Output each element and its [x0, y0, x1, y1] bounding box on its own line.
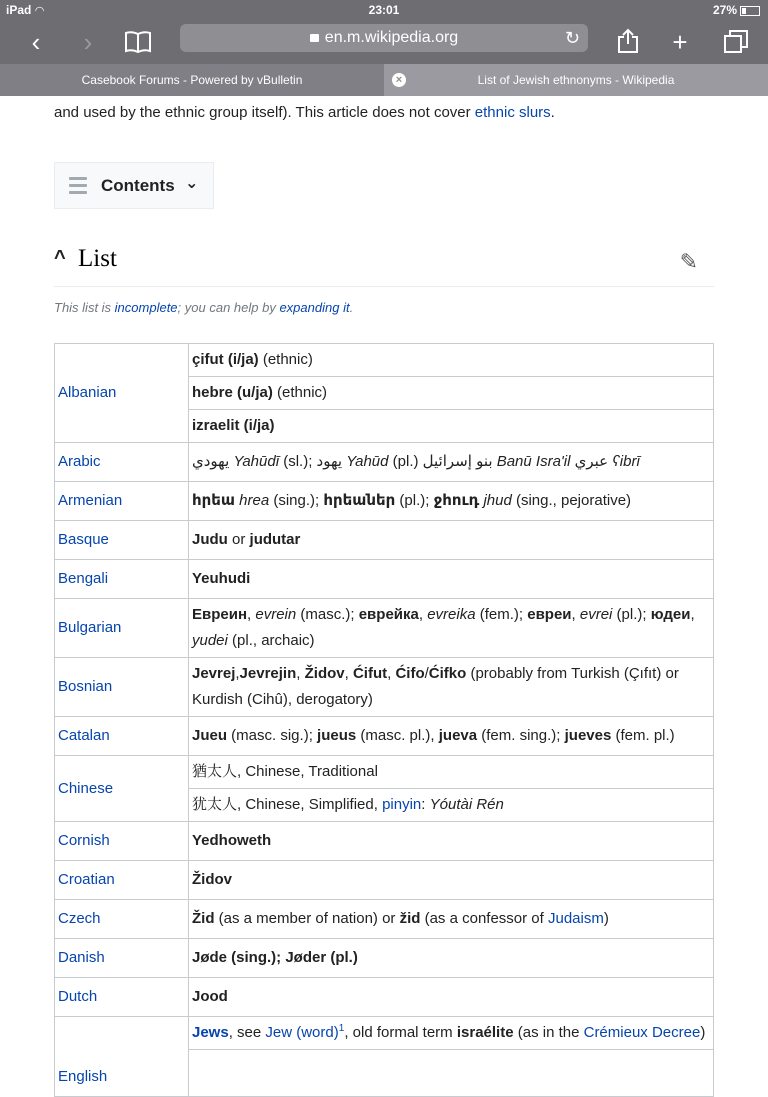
table-cell: Jøde (sing.); Jøder (pl.) [189, 939, 714, 978]
table-row [55, 344, 714, 377]
table-cell: Judu or judutar [189, 521, 714, 560]
section-heading[interactable] [54, 241, 714, 287]
table-row [55, 861, 714, 900]
new-tab-icon[interactable]: + [672, 27, 688, 57]
lang-albanian[interactable]: Albanian [55, 344, 189, 443]
table-cell: Yeuhudi [189, 560, 714, 599]
close-tab-icon[interactable]: × [392, 73, 406, 87]
device-label: iPad ◠ [6, 3, 44, 17]
tabs-icon[interactable] [720, 26, 752, 58]
incomplete-note: This list is incomplete; you can help by expanding it. [54, 300, 354, 315]
status-bar [0, 0, 768, 20]
tab-bar [0, 64, 768, 96]
incomplete-link[interactable]: incomplete [114, 300, 178, 315]
table-row [55, 482, 714, 521]
table-row [55, 560, 714, 599]
lang-catalan[interactable]: Catalan [55, 717, 189, 756]
table-row [55, 978, 714, 1017]
lang-croatian[interactable]: Croatian [55, 861, 189, 900]
ethnonyms-table [54, 343, 714, 1097]
table-cell [189, 1050, 714, 1097]
intro-text: and used by the ethnic group itself). This article does not cover ethnic slurs. [54, 104, 555, 121]
cremieux-decree-link[interactable]: Crémieux Decree [583, 1024, 701, 1041]
table-cell: çifut (i/ja) (ethnic) [189, 344, 714, 377]
table-cell: Евреин, evrein (masc.); еврейка, evreika (fem.); евреи, evrei (pl.); юдеи, yudei (pl., archaic) [189, 599, 714, 658]
lang-danish[interactable]: Danish [55, 939, 189, 978]
table-cell: يهودي Yahūdī (sl.); يهود Yahūd (pl.) بنو إسرائيل Banū Isra'il عبري ʕibrī [189, 443, 714, 482]
table-cell: izraelit (i/ja) [189, 410, 714, 443]
table-row [55, 756, 714, 789]
tab-label: List of Jewish ethnonyms - Wikipedia [477, 73, 675, 87]
wifi-icon: ◠ [35, 5, 44, 17]
table-cell: Jood [189, 978, 714, 1017]
chevron-down-icon: ⌄ [185, 175, 199, 192]
table-cell: Jevrej,Jevrejin, Židov, Ćifut, Ćifo/Ćifko (probably from Turkish (Çıfıt) or Kurdish (Cihû), derogatory) [189, 658, 714, 717]
table-row [55, 521, 714, 560]
share-icon[interactable] [612, 26, 644, 58]
browser-toolbar [0, 20, 768, 64]
table-cell: Žid (as a member of nation) or žid (as a confessor of Judaism) [189, 900, 714, 939]
clock: 23:01 [368, 3, 400, 17]
back-icon[interactable]: ‹ [31, 27, 41, 57]
expanding-link[interactable]: expanding it [279, 300, 350, 315]
address-bar[interactable] [180, 24, 588, 52]
lang-english[interactable]: English [55, 1017, 189, 1097]
ethnic-slurs-link[interactable]: ethnic slurs [474, 104, 551, 121]
page-content [0, 96, 768, 1085]
lang-bengali[interactable]: Bengali [55, 560, 189, 599]
table-row [55, 599, 714, 658]
tab-casebook[interactable]: Casebook Forums - Powered by vBulletin [0, 64, 384, 96]
lang-dutch[interactable]: Dutch [55, 978, 189, 1017]
reload-icon[interactable]: ↻ [564, 28, 580, 48]
table-row [55, 658, 714, 717]
table-row [55, 1017, 714, 1050]
contents-toggle[interactable] [54, 162, 214, 209]
lang-cornish[interactable]: Cornish [55, 822, 189, 861]
table-cell: Židov [189, 861, 714, 900]
table-row [55, 939, 714, 978]
contents-label: Contents [101, 176, 175, 195]
table-row [55, 822, 714, 861]
lang-arabic[interactable]: Arabic [55, 443, 189, 482]
lang-bulgarian[interactable]: Bulgarian [55, 599, 189, 658]
table-cell: hebre (u/ja) (ethnic) [189, 377, 714, 410]
table-cell: Jews, see Jew (word)$^1$, old formal term israélite (as in the Crémieux Decree) [189, 1017, 714, 1050]
list-icon [69, 177, 87, 198]
battery-icon [740, 6, 760, 16]
forward-icon[interactable]: › [83, 27, 93, 57]
lang-bosnian[interactable]: Bosnian [55, 658, 189, 717]
judaism-link[interactable]: Judaism [547, 910, 604, 927]
battery: 27% [713, 3, 760, 17]
edit-pencil-icon[interactable]: ✎ [679, 249, 698, 274]
table-row [55, 900, 714, 939]
table-cell: հրեա hrea (sing.); հրեաներ (pl.); ջհուդ jhud (sing., pejorative) [189, 482, 714, 521]
collapse-caret-icon[interactable]: ^ [54, 247, 66, 269]
table-cell: Yedhoweth [189, 822, 714, 861]
table-cell: 猶太人, Chinese, Traditional [189, 756, 714, 789]
tab-wikipedia[interactable] [384, 64, 768, 96]
lang-chinese[interactable]: Chinese [55, 756, 189, 822]
lang-czech[interactable]: Czech [55, 900, 189, 939]
lang-armenian[interactable]: Armenian [55, 482, 189, 521]
jew-word-link[interactable]: Jew (word) [265, 1024, 339, 1041]
footnote-link[interactable]: 1 [338, 1023, 345, 1034]
pinyin-link[interactable]: pinyin [382, 796, 422, 813]
url-text: en.m.wikipedia.org [324, 29, 459, 46]
lang-basque[interactable]: Basque [55, 521, 189, 560]
table-cell: Jueu (masc. sig.); jueus (masc. pl.), jueva (fem. sing.); jueves (fem. pl.) [189, 717, 714, 756]
lock-icon [310, 34, 319, 42]
table-cell: 犹太人, Chinese, Simplified, pinyin: Yóutài Rén [189, 789, 714, 822]
section-title: List [78, 245, 117, 272]
table-row [55, 443, 714, 482]
jews-link[interactable]: Jews [192, 1024, 229, 1041]
bookmarks-icon[interactable] [122, 26, 154, 58]
table-row [55, 717, 714, 756]
